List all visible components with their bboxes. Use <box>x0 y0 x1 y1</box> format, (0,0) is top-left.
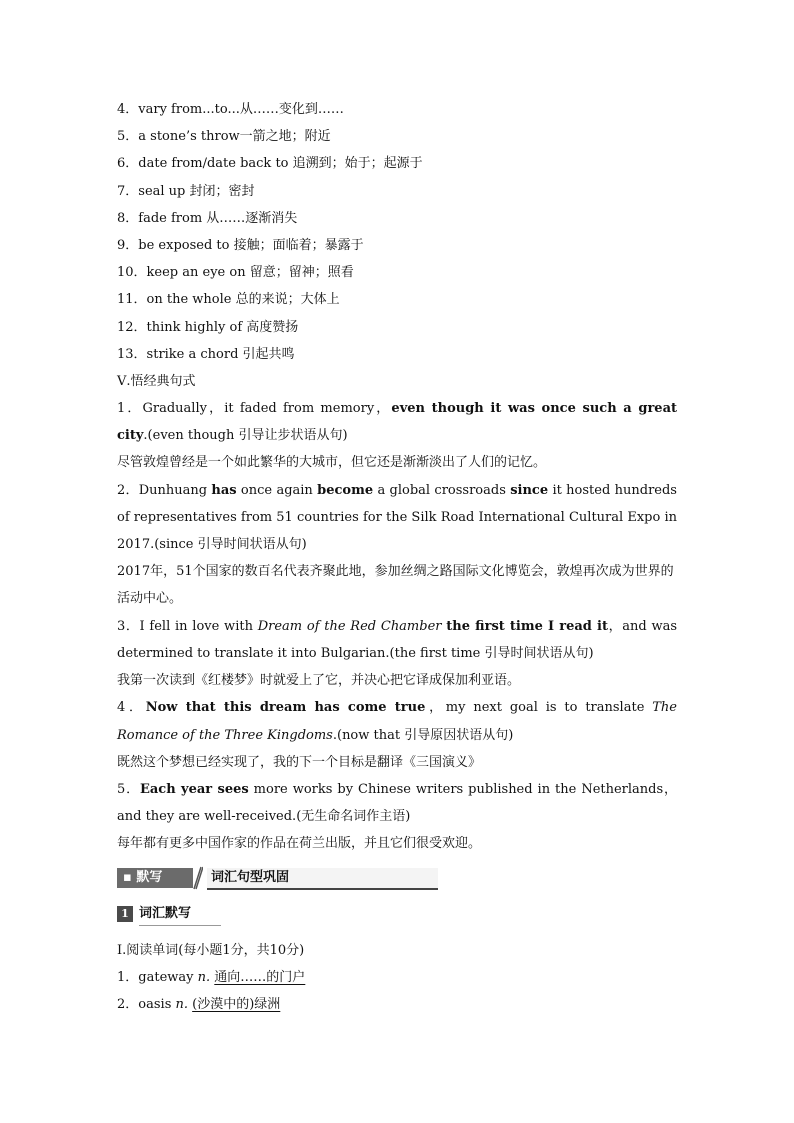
subsection-number-badge: 1 <box>117 906 133 922</box>
sentence-highlight: the first time I read it <box>446 618 608 634</box>
sentence-text: Dunhuang <box>138 482 212 498</box>
sentence-highlight: since <box>510 482 549 498</box>
sentence-text: ，my next goal is to translate <box>425 700 653 716</box>
vocab-word: oasis <box>138 997 172 1013</box>
list-item: 9．be exposed to 接触；面临着；暴露于 <box>117 237 364 253</box>
sentence-number: 5． <box>117 781 140 797</box>
sentence-number: 3． <box>117 618 140 634</box>
sentence-4 <box>117 694 677 748</box>
sentence-highlight: even though it was once such a great city <box>117 401 678 444</box>
list-item: 5．a stone’s throw一箭之地；附近 <box>117 129 331 145</box>
banner-slash-icon <box>191 866 203 890</box>
sentence-highlight: has <box>211 482 237 498</box>
sentence-number: 2． <box>117 482 139 498</box>
section-banner <box>117 866 434 892</box>
translation-5: 每年都有更多中国作家的作品在荷兰出版，并且它们很受欢迎。 <box>117 836 482 852</box>
sentence-2 <box>117 477 677 559</box>
sentence-number: 1． <box>117 401 143 417</box>
vocab-word: gateway <box>138 970 194 986</box>
book-title: Dream of the Red Chamber <box>257 618 442 634</box>
sentence-text: .(even though 引导让步状语从句) <box>143 428 348 444</box>
vocab-number: 2． <box>117 997 139 1013</box>
vocab-item <box>117 964 677 991</box>
sentence-1 <box>117 395 677 449</box>
part-title: Ⅰ.阅读单词(每小题1分，共10分) <box>117 943 305 958</box>
banner-title: 词汇句型巩固 <box>207 868 438 890</box>
list-item: 13．strike a chord 引起共鸣 <box>117 346 295 362</box>
phrase-section <box>117 96 677 858</box>
vocab-number: 1． <box>117 970 139 986</box>
subsection-title: 词汇默写 <box>139 903 221 926</box>
subsection-heading <box>117 903 221 925</box>
list-item: 7．seal up 封闭；密封 <box>117 183 255 199</box>
vocab-section <box>117 937 677 1019</box>
sentence-text: .(now that 引导原因状语从句) <box>332 727 514 743</box>
vocab-pos: n. <box>197 970 211 986</box>
list-item: 12．think highly of 高度赞扬 <box>117 319 299 335</box>
translation-1: 尽管敦煌曾经是一个如此繁华的大城市，但它还是渐渐淡出了人们的记忆。 <box>117 455 547 471</box>
sentence-text: I fell in love with <box>139 618 258 634</box>
sentence-text: once again <box>236 482 318 498</box>
sentence-5 <box>117 776 677 830</box>
book-title: The Romance of the Three Kingdoms <box>117 700 677 743</box>
sentence-text: Gradually，it faded from memory， <box>142 401 392 417</box>
list-item: 6．date from/date back to 追溯到；始于；起源于 <box>117 156 423 172</box>
sentence-highlight: become <box>317 482 374 498</box>
list-item: 11．on the whole 总的来说；大体上 <box>117 292 340 308</box>
vocab-answer: 通向……的门户 <box>214 970 306 986</box>
sentence-text: it hosted hundreds of representatives from 51 countries for the Silk Road International Cultural Expo in 2017.(since 引导时间状语从句) <box>117 482 677 553</box>
translation-4: 既然这个梦想已经实现了，我的下一个目标是翻译《三国演义》 <box>117 754 482 770</box>
sentence-highlight: Now that this dream has come true <box>145 700 426 716</box>
vocab-pos: n. <box>175 997 189 1013</box>
sentence-text: ，and was determined to translate it into Bulgarian.(the first time 引导时间状语从句) <box>117 618 677 661</box>
sentence-text: more works by Chinese writers published in the Netherlands，and they are well-received.(无生命名词作主语) <box>117 781 678 825</box>
sentence-number: 4． <box>117 700 146 716</box>
list-item: 10．keep an eye on 留意；留神；照看 <box>117 265 354 281</box>
sentence-text: a global crossroads <box>373 482 511 498</box>
section-title: Ⅴ.悟经典句式 <box>117 373 196 389</box>
banner-tag: ▪ 默写 <box>117 868 193 888</box>
sentence-3 <box>117 613 677 667</box>
translation-2: 2017年，51个国家的数百名代表齐聚此地，参加丝绸之路国际文化博览会，敦煌再次成为世界的活动中心。 <box>117 564 674 607</box>
vocab-item <box>117 991 677 1018</box>
list-item: 4．vary from...to...从……变化到…… <box>117 102 344 117</box>
sentence-highlight: Each year sees <box>139 781 249 797</box>
vocab-answer: (沙漠中的)绿洲 <box>192 997 281 1013</box>
translation-3: 我第一次读到《红楼梦》时就爱上了它，并决心把它译成保加利亚语。 <box>117 673 521 689</box>
list-item: 8．fade from 从……逐渐消失 <box>117 210 298 226</box>
